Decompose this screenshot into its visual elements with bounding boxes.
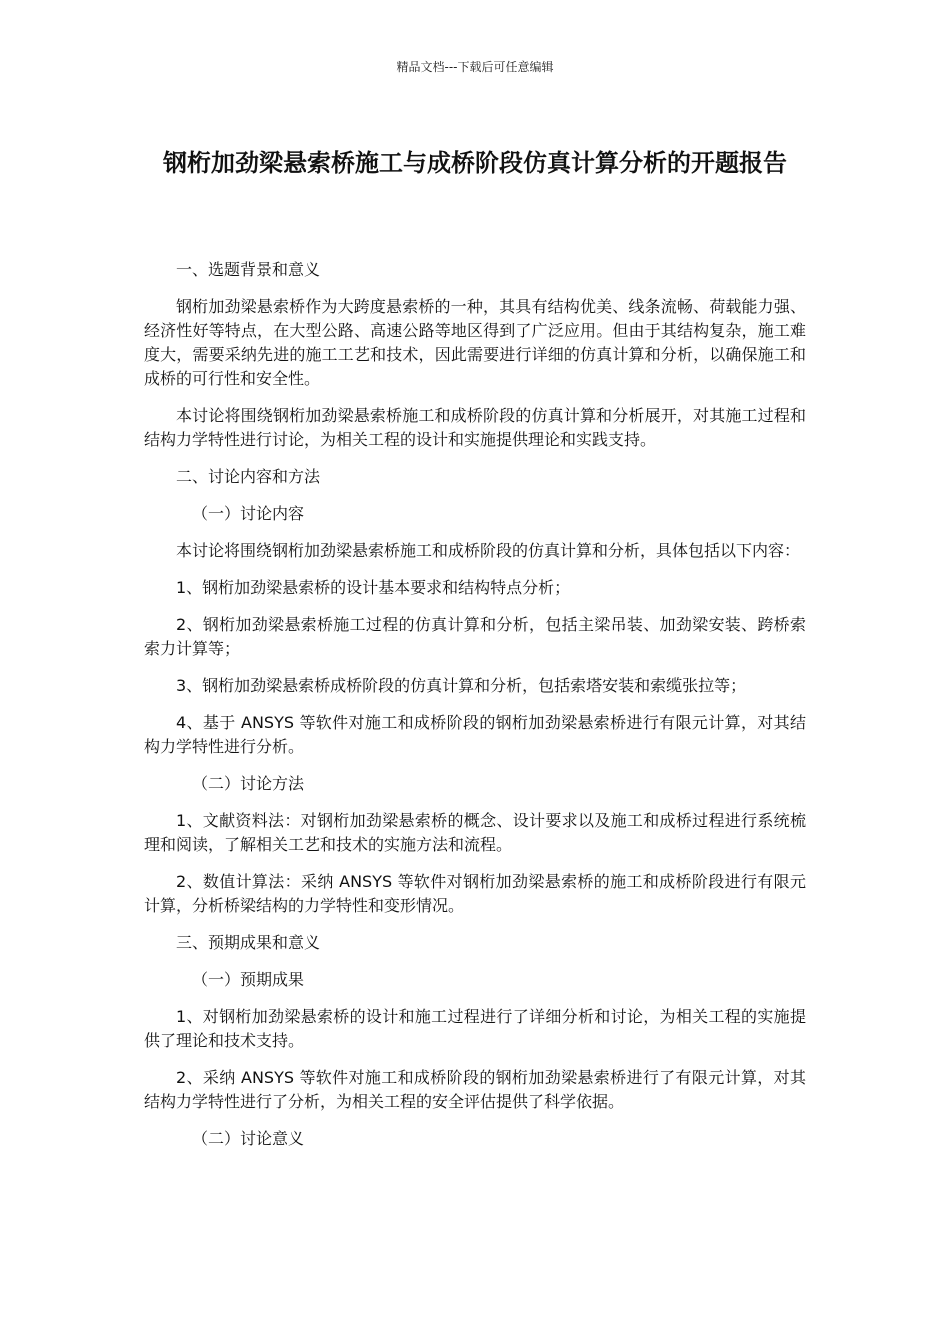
paragraph: 本讨论将围绕钢桁加劲梁悬索桥施工和成桥阶段的仿真计算和分析展开，对其施工过程和结构力学特性进行讨论，为相关工程的设计和实施提供理论和实践支持。	[144, 406, 806, 449]
paragraph: 本讨论将围绕钢桁加劲梁悬索桥施工和成桥阶段的仿真计算和分析，具体包括以下内容：	[176, 541, 801, 560]
list-item: 1、文献资料法：对钢桁加劲梁悬索桥的概念、设计要求以及施工和成桥过程进行系统梳理和阅读，了解相关工艺和技术的实施方法和流程。	[144, 811, 806, 854]
list-item: 2、采纳 ANSYS 等软件对施工和成桥阶段的钢桁加劲梁悬索桥进行了有限元计算，对其结构力学特性进行了分析，为相关工程的安全评估提供了科学依据。	[144, 1068, 806, 1111]
subsection-heading: （二）讨论方法	[192, 774, 305, 793]
subsection-heading: （一）讨论内容	[192, 504, 305, 523]
list-item: 2、数值计算法：采纳 ANSYS 等软件对钢桁加劲梁悬索桥的施工和成桥阶段进行有限元计算，分析桥梁结构的力学特性和变形情况。	[144, 872, 806, 915]
list-item: 2、钢桁加劲梁悬索桥施工过程的仿真计算和分析，包括主梁吊装、加劲梁安装、跨桥索索力计算等；	[144, 615, 806, 658]
section-heading-3: 三、预期成果和意义	[176, 933, 321, 952]
paragraph: 钢桁加劲梁悬索桥作为大跨度悬索桥的一种，其具有结构优美、线条流畅、荷载能力强、经济性好等特点，在大型公路、高速公路等地区得到了广泛应用。但由于其结构复杂，施工难度大，需要采纳先进的施工工艺和技术，因此需要进行详细的仿真计算和分析，以确保施工和成桥的可行性和安全性。	[144, 297, 806, 388]
list-item: 3、钢桁加劲梁悬索桥成桥阶段的仿真计算和分析，包括索塔安装和索缆张拉等；	[176, 676, 747, 695]
document-body	[144, 258, 806, 1164]
section-heading-2: 二、讨论内容和方法	[176, 467, 321, 486]
document-title: 钢桁加劲梁悬索桥施工与成桥阶段仿真计算分析的开题报告	[163, 149, 787, 177]
list-item: 1、钢桁加劲梁悬索桥的设计基本要求和结构特点分析；	[176, 578, 571, 597]
page-header-note: 精品文档---下载后可任意编辑	[396, 60, 554, 74]
subsection-heading: （一）预期成果	[192, 970, 305, 989]
list-item: 1、对钢桁加劲梁悬索桥的设计和施工过程进行了详细分析和讨论，为相关工程的实施提供了理论和技术支持。	[144, 1007, 806, 1050]
section-heading-1: 一、选题背景和意义	[176, 260, 321, 279]
subsection-heading: （二）讨论意义	[192, 1129, 305, 1148]
list-item: 4、基于 ANSYS 等软件对施工和成桥阶段的钢桁加劲梁悬索桥进行有限元计算，对其结构力学特性进行分析。	[144, 713, 806, 756]
